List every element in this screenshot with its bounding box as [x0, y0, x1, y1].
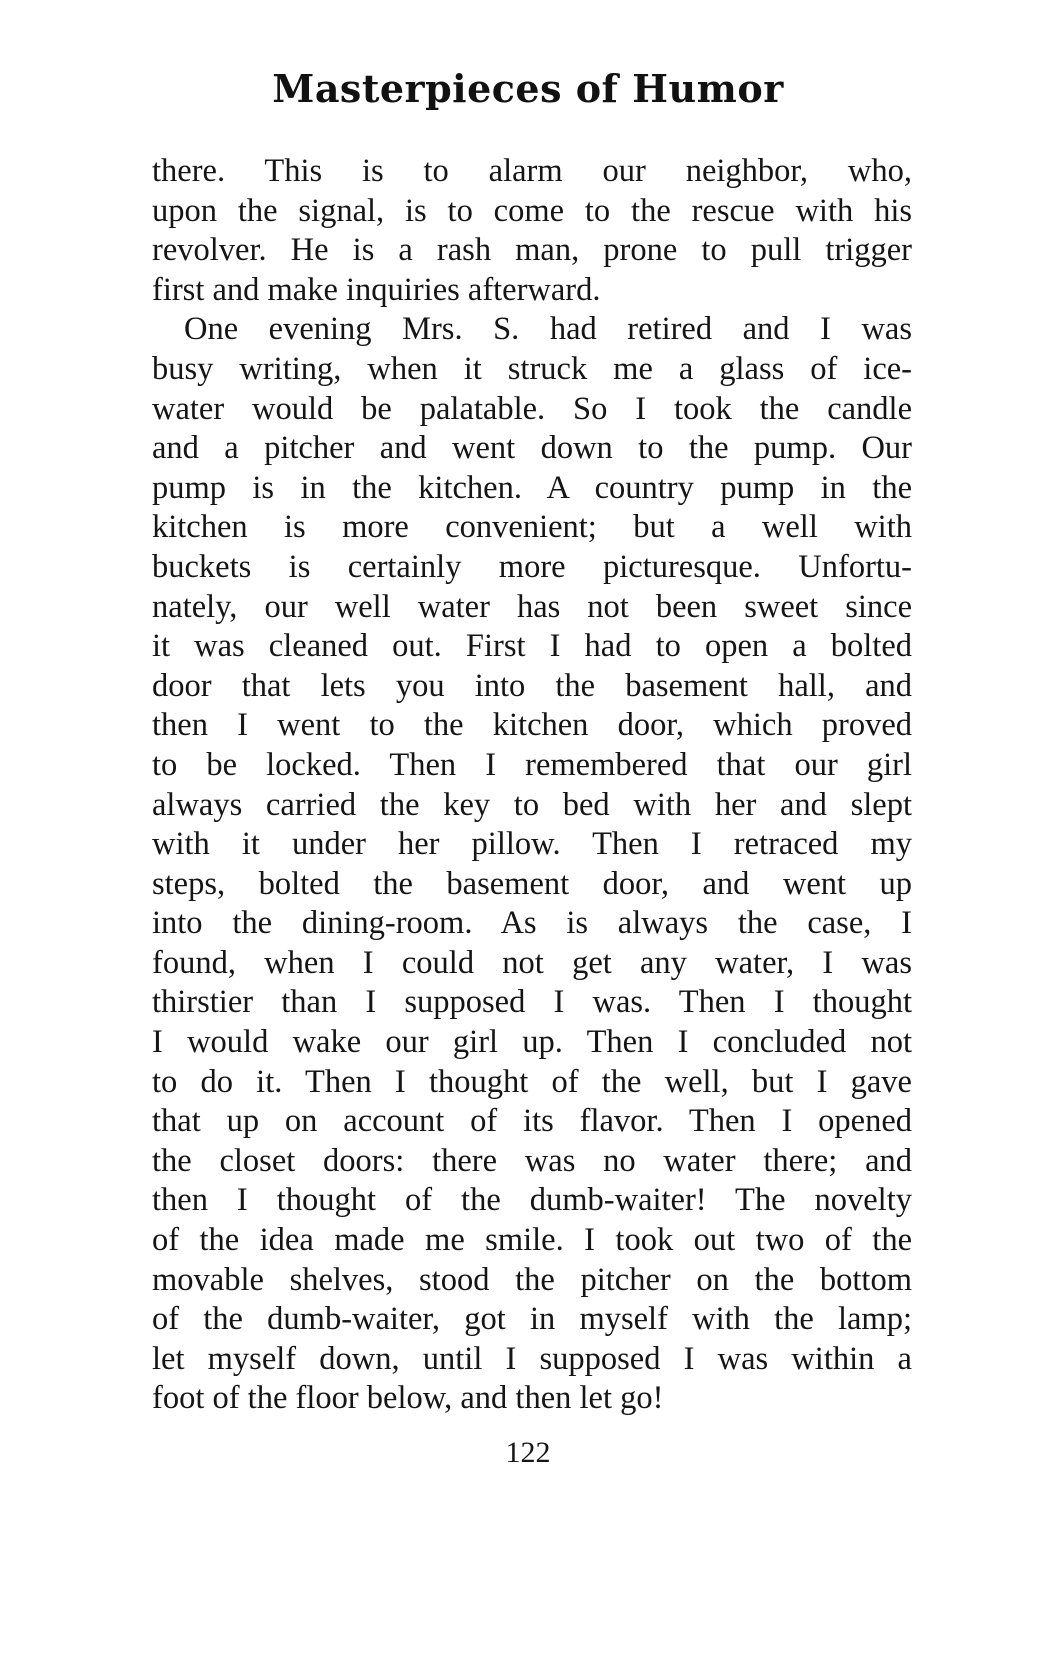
text-line: I would wake our girl up. Then I concluded not — [152, 1024, 912, 1061]
text-line: One evening Mrs. S. had retired and I was — [184, 311, 912, 348]
text-line: busy writing, when it struck me a glass of ice- — [152, 350, 912, 387]
body-text — [152, 152, 912, 1419]
text-line: steps, bolted the basement door, and went up — [152, 865, 912, 902]
text-line: movable shelves, stood the pitcher on the bottom — [152, 1261, 912, 1298]
text-line: kitchen is more convenient; but a well with — [152, 509, 912, 546]
text-line: there. This is to alarm our neighbor, who, — [152, 153, 912, 189]
text-line: that up on account of its flavor. Then I opened — [152, 1103, 912, 1140]
text-line: to be locked. Then I remembered that our girl — [152, 746, 912, 783]
text-line: thirstier than I supposed I was. Then I thought — [152, 984, 912, 1021]
text-line: door that lets you into the basement hall, and — [152, 667, 912, 704]
text-line: of the dumb-waiter, got in myself with the lamp; — [152, 1301, 912, 1338]
text-line: to do it. Then I thought of the well, but I gave — [152, 1063, 912, 1100]
text-line: then I went to the kitchen door, which proved — [152, 707, 912, 744]
text-line: the closet doors: there was no water there; and — [152, 1142, 912, 1179]
text-line: pump is in the kitchen. A country pump in the — [152, 469, 912, 506]
text-line: into the dining-room. As is always the case, I — [152, 905, 912, 942]
text-line: found, when I could not get any water, I was — [152, 944, 912, 981]
text-line: of the idea made me smile. I took out two of the — [152, 1222, 912, 1259]
text-line: and a pitcher and went down to the pump. Our — [152, 430, 912, 467]
text-line: with it under her pillow. Then I retraced my — [152, 826, 912, 863]
text-line: revolver. He is a rash man, prone to pull trigger — [152, 232, 912, 269]
text-line: foot of the floor below, and then let go! — [152, 1380, 664, 1417]
page-number: 122 — [505, 1436, 551, 1469]
text-line: upon the signal, is to come to the rescue with his — [152, 192, 912, 229]
text-line: it was cleaned out. First I had to open a bolted — [152, 628, 912, 665]
text-line: then I thought of the dumb-waiter! The novelty — [152, 1182, 912, 1219]
text-line: buckets is certainly more picturesque. Unfortu- — [152, 548, 912, 585]
running-title: Masterpieces of Humor — [272, 66, 784, 111]
text-line: let myself down, until I supposed I was within a — [152, 1340, 912, 1377]
text-line: always carried the key to bed with her and slept — [152, 786, 912, 823]
text-line: nately, our well water has not been sweet since — [152, 588, 912, 625]
text-line: water would be palatable. So I took the candle — [152, 390, 912, 427]
text-line: first and make inquiries afterward. — [152, 271, 601, 308]
